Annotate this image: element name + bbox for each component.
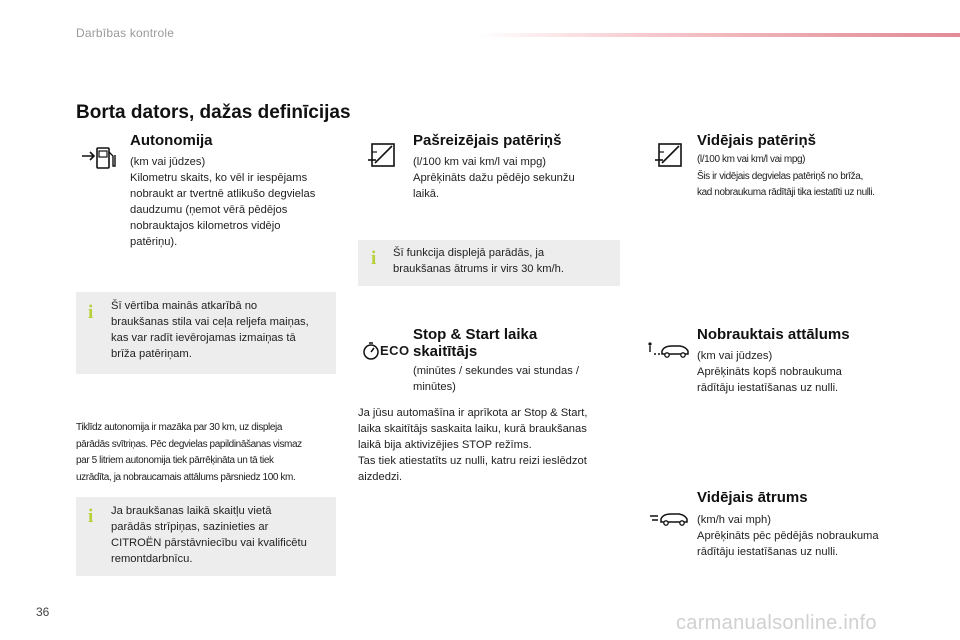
text-line: Aprēķināts kopš nobraukuma [697, 366, 842, 378]
text-line: nobraukt ar tvertnē atlikušo degvielas [130, 188, 316, 200]
text-line: brīža patēriņam. [111, 348, 192, 360]
average-consumption-icon [655, 142, 685, 168]
note-text [111, 298, 309, 362]
text-line: kas var radīt ievērojamas izmaiņas tā [111, 332, 296, 344]
text-line: braukšanas stila vai ceļa reljefa maiņas, [111, 316, 309, 328]
text-line: braukšanas ātrums ir virs 30 km/h. [393, 263, 564, 275]
pasreizejais-description [413, 154, 575, 202]
text-line: pārādās svītriņas. Pēc degvielas papildināšanas vismaz [76, 438, 302, 450]
autonomija-title: Autonomija [130, 132, 213, 149]
videjais-paterins-title: Vidējais patēriņš [697, 132, 816, 149]
section-title: Darbības kontrole [76, 26, 175, 40]
text-line: Aprēķināts dažu pēdējo sekunžu [413, 172, 575, 184]
text-line: CITROËN pārstāvniecību vai kvalificētu [111, 537, 307, 549]
info-icon: i [371, 248, 377, 269]
stop-start-title [413, 326, 537, 360]
text-line: (l/100 km vai km/l vai mpg) [413, 156, 547, 168]
average-speed-car-icon [648, 508, 692, 528]
pasreizejais-title: Pašreizējais patēriņš [413, 132, 562, 149]
distance-car-icon [648, 340, 692, 360]
videjais-paterins-description [697, 152, 875, 202]
text-line: Kilometru skaits, ko vēl ir iespējams [130, 172, 308, 184]
text-line: laika skaitītājs saskaita laiku, kurā braukšanas [358, 423, 587, 435]
text-line: laikā. [413, 188, 440, 200]
text-line: (l/100 km vai km/l vai mpg) [697, 154, 806, 165]
text-line: rādītāju iestatīšanas uz nulli. [697, 546, 839, 558]
nobrauktais-description [697, 348, 842, 396]
text-line: (minūtes / sekundes vai stundas / [413, 365, 580, 377]
text-line: Ja braukšanas laikā skaitļu vietā [111, 505, 272, 517]
title-line: skaitītājs [413, 343, 478, 360]
nobrauktais-title: Nobrauktais attālums [697, 326, 850, 343]
info-note-value-change [76, 292, 336, 374]
text-line: kad nobraukuma rādītāji tika iestatīti uz nulli. [697, 187, 875, 198]
text-line: Šī vērtība mainās atkarībā no [111, 300, 258, 312]
watermark: carmanualsonline.info [676, 612, 877, 634]
text-line: Šis ir vidējais degvielas patēriņš no brīža, [697, 170, 863, 182]
videjais-atrums-title: Vidējais ātrums [697, 489, 808, 506]
stopwatch-icon [362, 342, 380, 360]
stop-start-extra-text [358, 405, 587, 485]
info-icon: i [88, 506, 94, 527]
text-line: parādās strīpiņas, sazinieties ar [111, 521, 269, 533]
header-accent-bar [480, 33, 960, 37]
eco-label: ECO [380, 343, 410, 358]
text-line: Aprēķināts pēc pēdējās nobraukuma [697, 530, 879, 542]
note-text [111, 503, 307, 567]
autonomija-description [130, 154, 315, 250]
title-line: Stop & Start laika [413, 326, 538, 343]
videjais-atrums-description [697, 512, 879, 560]
text-line: Tiklīdz autonomija ir mazāka par 30 km, uz displeja [76, 422, 282, 433]
text-line: Ja jūsu automašīna ir aprīkota ar Stop & Start, [358, 407, 588, 419]
info-icon: i [88, 302, 94, 323]
text-line: (km vai jūdzes) [130, 156, 206, 168]
text-line: laikā bija aktivizējies STOP režīms. [358, 439, 532, 451]
text-line: (km/h vai mph) [697, 514, 771, 526]
fuel-range-icon [80, 142, 120, 172]
text-line: Šī funkcija displejā parādās, ja [393, 247, 545, 259]
text-line: (km vai jūdzes) [697, 350, 773, 362]
page-title: Borta dators, dažas definīcijas [76, 102, 351, 123]
info-note-dashes [76, 497, 336, 576]
instant-consumption-icon [368, 142, 398, 168]
stop-start-description [413, 363, 579, 395]
text-line: nobrauktajos kilometros vidējo [130, 220, 281, 232]
text-line: par 5 litriem autonomija tiek pārrēķināta un tā tiek [76, 455, 274, 466]
text-line: aizdedzi. [358, 471, 403, 483]
text-line: Tas tiek atiestatīts uz nulli, katru reizi ieslēdzot [358, 455, 587, 467]
page-number: 36 [36, 605, 50, 619]
autonomija-extra-text [76, 420, 346, 486]
text-line: minūtes) [413, 381, 456, 393]
text-line: daudzumu (ņemot vērā pēdējos [130, 204, 288, 216]
text-line: rādītāju iestatīšanas uz nulli. [697, 382, 839, 394]
text-line: uzrādīta, ja nobraucamais attālums pārsniedz 100 km. [76, 471, 296, 483]
text-line: patēriņu). [130, 236, 178, 248]
note-text [393, 245, 564, 277]
text-line: remontdarbnīcu. [111, 553, 193, 565]
info-note-display [358, 240, 620, 286]
